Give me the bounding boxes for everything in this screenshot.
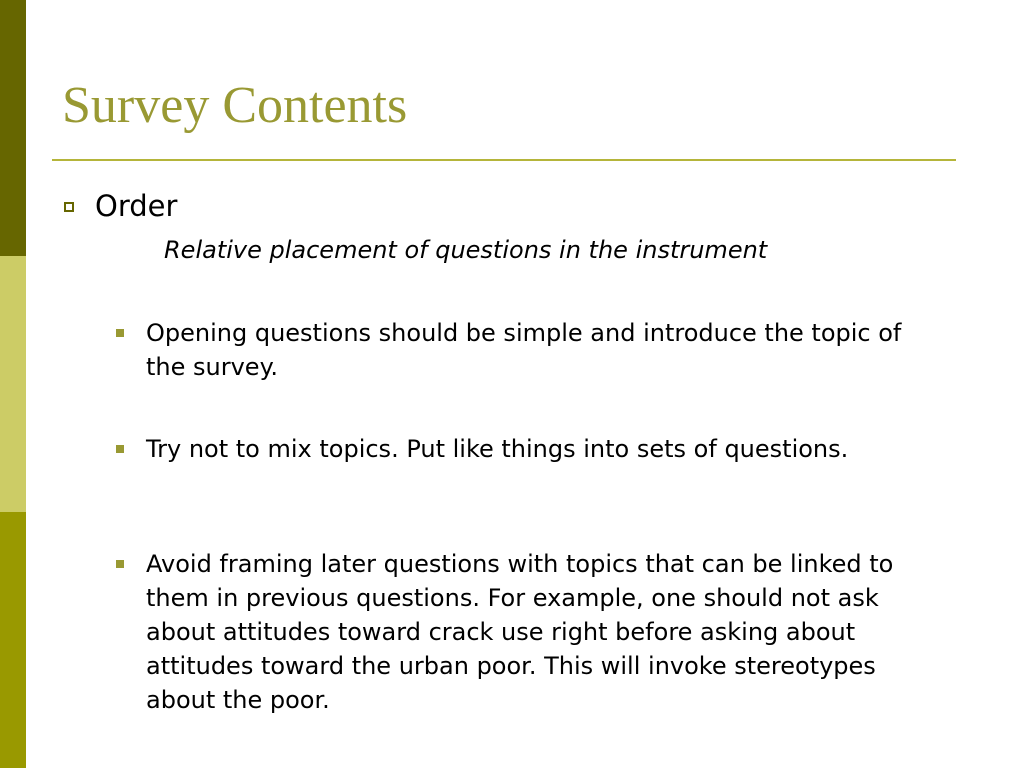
slide-title: Survey Contents [62, 77, 408, 134]
hollow-square-icon [64, 202, 74, 212]
bullet-item [116, 547, 946, 717]
left-bar-middle [0, 256, 26, 512]
title-divider [52, 159, 956, 161]
bullet-item [116, 316, 946, 384]
filled-square-icon [116, 560, 124, 568]
filled-square-icon [116, 329, 124, 337]
bullet-text: Try not to mix topics. Put like things into sets of questions. [146, 435, 849, 463]
heading-text: Order [95, 189, 178, 223]
bullet-item [116, 432, 946, 466]
bullet-text: Avoid framing later questions with topics that can be linked to them in previous questions. For example, one should not ask about attitudes toward crack use right before asking about attitudes toward the urban poor. This will invoke stereotypes about the poor. [146, 550, 894, 714]
filled-square-icon [116, 445, 124, 453]
bullet-text: Opening questions should be simple and introduce the topic of the survey. [146, 319, 902, 381]
subtitle: Relative placement of questions in the instrument [164, 236, 768, 264]
left-bar-top [0, 0, 26, 256]
left-bar-bottom [0, 512, 26, 768]
heading-bullet-item [64, 186, 177, 226]
